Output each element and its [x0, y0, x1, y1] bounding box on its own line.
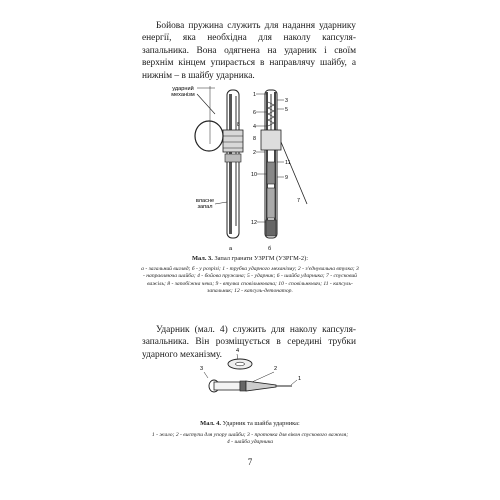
striker-body	[209, 380, 292, 392]
num-fig1-8: 8	[253, 136, 256, 142]
striker-washer	[228, 359, 252, 369]
sub-label-a: а	[229, 246, 233, 252]
figure3-legend: а - загальний вигляд; б - у розрізі; 1 - трубка ударного механізму; 2 - з'єднувальна втулка; 3 - направляюча шайба; 4 - бойова пружина; 5 - ударник; 6 - шайба ударника; 7 - спусковий важіль; 8 - запобіжна чека; 9 - втулка сповільнювача; 10 - сповільнювач; 11 - капсуль-запальник; 12 - капсуль-детонатор.	[141, 266, 359, 295]
num-fig1-2: 2	[253, 150, 256, 156]
paragraph-striker: Ударник (мал. 4) служить для наколу капсуля-запальника. Він розміщується в середині трубки ударного механізму.	[142, 325, 356, 360]
num-fig1-3: 3	[285, 98, 288, 104]
num-fig1-8-left: 8	[237, 122, 240, 128]
figure4-caption	[170, 420, 330, 427]
num-fig2-2: 2	[274, 366, 278, 372]
num-fig2-4: 4	[236, 348, 240, 354]
page-number: 7	[247, 457, 253, 467]
num-fig1-5: 5	[285, 107, 288, 113]
fuze-drawing	[165, 84, 325, 254]
striker-drawing	[192, 346, 307, 406]
num-fig1-4: 4	[253, 124, 256, 130]
figure3-caption-text: Запал гранати УЗРГМ (УЗРГМ-2):	[214, 255, 308, 262]
num-fig1-12: 12	[251, 220, 257, 226]
paragraph-combat-spring: Бойова пружина служить для надання ударнику енергії, яка необхідна для наколу капсуля-запальника. Вона одягнена на ударник і своїм верхнім кінцем упирається в направлячу шайбу, а нижнім – в шайбу ударника.	[142, 21, 356, 81]
num-fig1-6: 6	[253, 110, 256, 116]
num-fig1-7: 7	[297, 198, 300, 204]
label-fuze-proper: власне запал	[195, 198, 215, 210]
figure4-legend: 1 - жало; 2 - виступи для упору шайби; 3 - проточка для вікон спускового важеля; 4 - шайба ударника	[151, 432, 349, 446]
num-fig2-3: 3	[200, 366, 204, 372]
label-striking-mechanism: ударний механізм	[171, 86, 195, 98]
fuze-general-view	[195, 90, 243, 238]
figure4-caption-prefix: Мал. 4.	[200, 420, 222, 427]
sub-label-b: б	[268, 246, 272, 252]
figure4-caption-text: Ударник та шайба ударника:	[222, 420, 300, 427]
figure3-caption-prefix: Мал. 3.	[191, 255, 213, 262]
num-fig1-10: 10	[251, 172, 257, 178]
num-fig1-11: 11	[285, 160, 291, 166]
figure3-caption	[170, 255, 330, 262]
fuze-cross-section	[261, 90, 307, 238]
num-fig1-1: 1	[253, 92, 256, 98]
num-fig1-9: 9	[285, 175, 288, 181]
num-fig2-1: 1	[298, 376, 302, 382]
